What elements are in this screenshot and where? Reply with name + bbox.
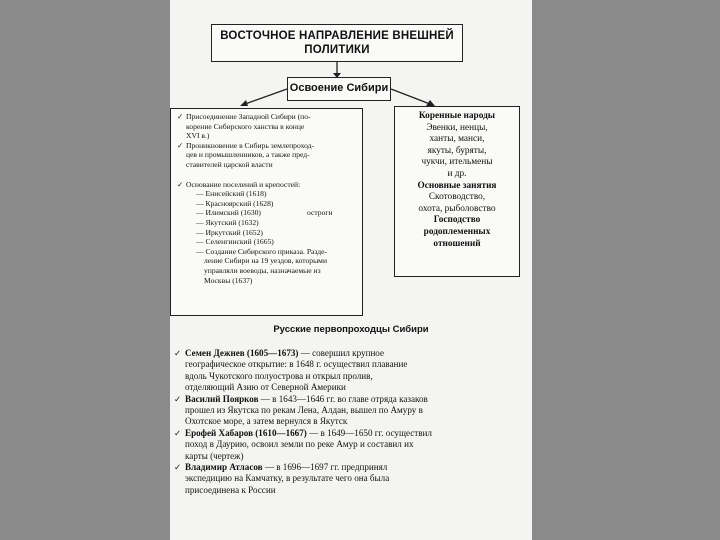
left-item-2-line: цев и промышленников, а также пред- xyxy=(186,150,310,160)
left-item-3 xyxy=(177,180,358,286)
left-item-2 xyxy=(177,141,358,170)
system-line: родоплеменных xyxy=(423,226,491,237)
left-item-1-line: Присоединение Западной Сибири (по- xyxy=(186,112,311,121)
system-line: Господство xyxy=(433,215,481,226)
left-item-2-line: ставителей царской власти xyxy=(186,159,273,169)
explorer-line: присоединена к России xyxy=(185,484,276,495)
explorer-line: поход в Даурию, освоил земли по реке Амур и составил их xyxy=(185,439,414,450)
left-item-1 xyxy=(177,112,358,141)
left-item-1-line: корение Сибирского ханства в конце xyxy=(186,121,305,131)
fort-item: — Красноярский (1628) xyxy=(196,198,274,208)
occupations-header: Основные занятия xyxy=(417,180,497,191)
explorers-list xyxy=(174,348,526,496)
explorer-item xyxy=(174,462,526,496)
peoples-line: Эвенки, ненцы, xyxy=(426,122,488,133)
explorer-item xyxy=(174,428,526,462)
explorer-line: географическое открытие: в 1648 г. осуществил плавание xyxy=(185,359,408,370)
right-margin xyxy=(532,0,720,540)
left-item-1-line: XVI в.) xyxy=(186,131,210,141)
explorer-line: отделяющий Азию от Северной Америки xyxy=(185,382,346,393)
explorer-name: Владимир Атласов xyxy=(185,462,263,473)
check-icon: ✓ xyxy=(177,179,184,189)
last-item-line: — Создание Сибирского приказа. Разде- xyxy=(196,246,328,256)
subtitle-box xyxy=(287,77,391,101)
explorer-text: — в 1649—1650 гг. осуществил xyxy=(306,427,432,438)
left-margin xyxy=(0,0,170,540)
explorer-name: Василий Поярков xyxy=(185,393,259,404)
main-title-box xyxy=(211,24,463,62)
explorer-text: — совершил крупное xyxy=(298,348,385,358)
peoples-header: Коренные народы xyxy=(418,111,496,121)
explorers-title: Русские первопроходцы Сибири xyxy=(273,324,429,335)
explorer-text: — в 1643—1646 гг. во главе отряда казаков xyxy=(258,393,428,404)
check-icon: ✓ xyxy=(174,393,182,404)
fort-item: — Енисейский (1618) xyxy=(196,189,267,199)
explorer-item xyxy=(174,348,526,394)
check-icon: ✓ xyxy=(174,348,182,358)
explorer-line: экспедицию на Камчатку, в результате чего она была xyxy=(185,473,390,484)
explorer-line: вдоль Чукотского полуострова и открыл пролив, xyxy=(185,370,373,381)
fort-item: — Якутский (1632) xyxy=(196,217,259,227)
explorer-line: Охотское море, а затем вернулся в Якутск xyxy=(185,416,348,427)
check-icon: ✓ xyxy=(174,462,182,473)
explorer-text: — в 1696—1697 гг. предпринял xyxy=(262,462,388,473)
peoples-line: ханты, манси, xyxy=(429,134,485,145)
peoples-line: чукчи, ительмены xyxy=(421,157,493,168)
explorer-item xyxy=(174,394,526,428)
occupations-line: Скотоводство, xyxy=(428,192,486,203)
system-line: отношений xyxy=(433,238,481,249)
explorer-line: прошел из Якутска по рекам Лена, Алдан, вышел по Амуру в xyxy=(185,405,423,416)
left-item-2-line: Проникновение в Сибирь землепроход- xyxy=(186,140,315,150)
check-icon: ✓ xyxy=(177,112,184,121)
occupations-line: охота, рыболовство xyxy=(418,203,496,214)
forts-label: остроги xyxy=(307,207,333,217)
forts-header: Основание поселений и крепостей: xyxy=(186,179,301,189)
explorer-line: карты (чертеж) xyxy=(185,450,244,461)
last-item-line: управляли воеводы, назначаемые из xyxy=(204,265,321,275)
peoples-line: и др. xyxy=(447,168,467,179)
explorer-name: Семен Дежнев (1605—1673) xyxy=(185,348,299,358)
fort-item: — Иркутский (1652) xyxy=(196,227,263,237)
subtitle: Освоение Сибири xyxy=(289,82,389,94)
last-item-line: ление Сибири на 19 уездов, которыми xyxy=(204,256,328,266)
peoples-line: якуты, буряты, xyxy=(427,145,487,156)
fort-item: — Илимский (1630) xyxy=(196,208,261,218)
right-box xyxy=(394,106,520,277)
check-icon: ✓ xyxy=(174,427,182,438)
main-title-line1: ВОСТОЧНОЕ НАПРАВЛЕНИЕ ВНЕШНЕЙ xyxy=(220,30,454,42)
explorer-name: Ерофей Хабаров (1610—1667) xyxy=(185,427,307,438)
last-item-line: Москвы (1637) xyxy=(204,275,253,285)
main-title-line2: ПОЛИТИКИ xyxy=(304,44,370,56)
check-icon: ✓ xyxy=(177,140,184,150)
fort-item: — Селенгинский (1665) xyxy=(196,237,274,247)
left-box xyxy=(170,108,363,316)
